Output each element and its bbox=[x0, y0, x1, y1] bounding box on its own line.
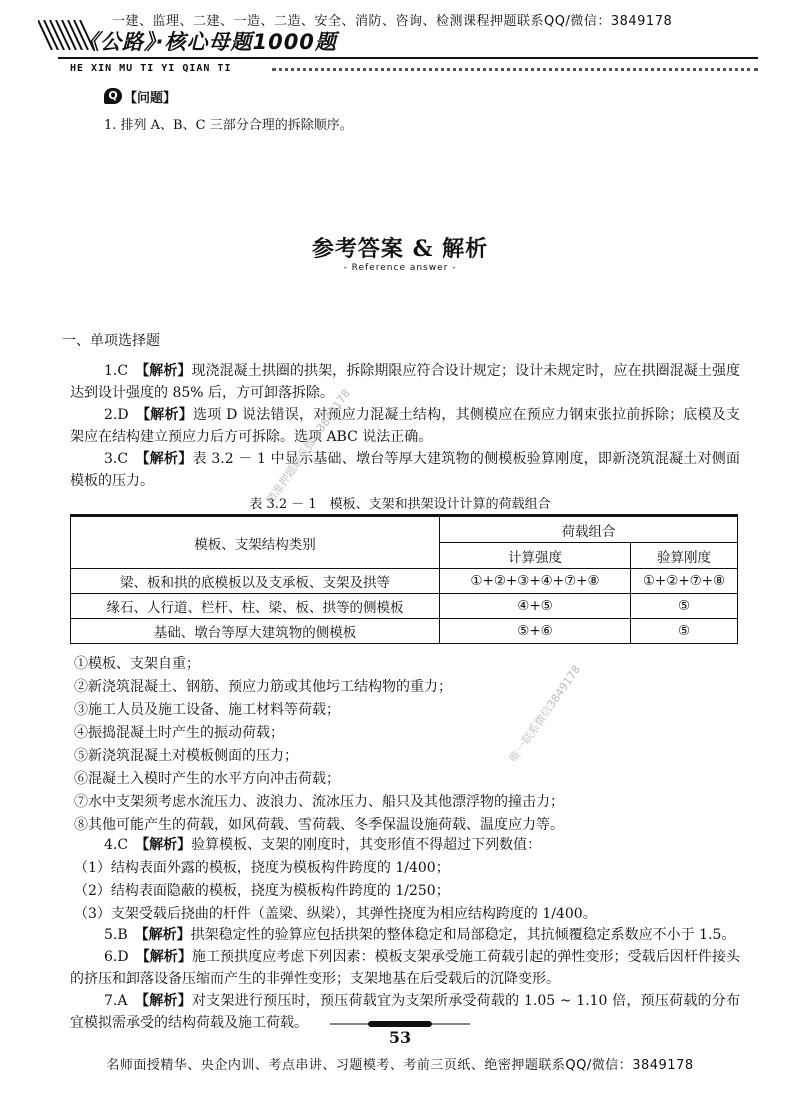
cell-type: 缘石、人行道、栏杆、柱、梁、板、拱等的侧模板 bbox=[71, 594, 440, 619]
item-tag: 【解析】 bbox=[142, 451, 193, 467]
item-number: 5.B bbox=[104, 927, 128, 943]
answer-item-6 bbox=[70, 946, 740, 990]
load-note: ②新浇筑混凝土、钢筋、预应力筋或其他圬工结构物的重力； bbox=[74, 679, 452, 695]
load-note: ④振捣混凝土时产生的振动荷载； bbox=[74, 725, 284, 741]
answer-item-2 bbox=[70, 404, 740, 448]
item4-sub: （3）支架受载后挠曲的杆件（盖梁、纵梁），其弹性挠度为相应结构跨度的 1/400。 bbox=[74, 906, 597, 922]
item-number: 7.A bbox=[104, 993, 128, 1009]
item-text: 选项 D 说法错误，对预应力混凝土结构，其侧模应在预应力钢束张拉前拆除；底模及支架应在结构建立预应力后方可拆除。选项 ABC 说法正确。 bbox=[70, 407, 741, 445]
header-contact-line: 一建、监理、二建、一造、二造、安全、消防、咨询、检测课程押题联系QQ/微信：3849178 bbox=[112, 14, 673, 29]
item-number: 2.D bbox=[104, 407, 129, 423]
item-tag: 【解析】 bbox=[142, 949, 192, 965]
item-tag: 【解析】 bbox=[143, 407, 193, 423]
table-row bbox=[71, 594, 738, 619]
load-note: ⑥混凝土入模时产生的水平方向冲击荷载； bbox=[74, 771, 340, 787]
section-heading: 一、单项选择题 bbox=[62, 333, 160, 349]
header-stiffness: 验算刚度 bbox=[631, 543, 738, 569]
cell-type: 梁、板和拱的底模板以及支承板、支架及拱等 bbox=[71, 569, 440, 594]
watermark: 唯一联系微信3849178 bbox=[506, 662, 584, 765]
item-number: 6.D bbox=[104, 949, 129, 965]
cell-stiffness: ⑤ bbox=[631, 619, 738, 644]
header-load-combination: 荷载组合 bbox=[440, 517, 738, 543]
table-header-row bbox=[71, 517, 738, 543]
item-tag: 【解析】 bbox=[141, 993, 192, 1009]
table-caption: 表 3.2 － 1 模板、支架和拱架设计计算的荷载组合 bbox=[249, 497, 551, 512]
item-text: 拱架稳定性的验算应包括拱架的整体稳定和局部稳定，其抗倾覆稳定系数应不小于 1.5。 bbox=[190, 927, 736, 943]
item-number: 3.C bbox=[104, 451, 129, 467]
page-number: 53 bbox=[388, 1028, 412, 1047]
question-label: 【问题】 bbox=[124, 91, 177, 106]
answer-item-1 bbox=[70, 360, 740, 404]
cell-stiffness: ⑤ bbox=[631, 594, 738, 619]
item-tag: 【解析】 bbox=[142, 363, 192, 379]
book-title: 《公路》·核心母题1000题 bbox=[78, 30, 337, 54]
load-note: ⑤新浇筑混凝土对模板侧面的压力； bbox=[74, 748, 298, 764]
item-text: 对支架进行预压时，预压荷载宜为支架所承受荷载的 1.05 ~ 1.10 倍，预压荷载的分布宜模拟需承受的结构荷载及施工荷载。 bbox=[70, 993, 741, 1031]
cell-strength: ④+⑤ bbox=[440, 594, 631, 619]
cell-type: 基础、墩台等厚大建筑物的侧模板 bbox=[71, 619, 440, 644]
item-text: 验算模板、支架的刚度时，其变形值不得超过下列数值： bbox=[191, 837, 542, 853]
load-note: ①模板、支架自重； bbox=[74, 656, 200, 672]
item-text: 表 3.2 － 1 中显示基础、墩台等厚大建筑物的侧模板验算刚度，即新浇筑混凝土对侧面模板的压力。 bbox=[70, 451, 741, 489]
question-icon: Q bbox=[104, 88, 122, 104]
item-number: 1.C bbox=[104, 363, 129, 379]
item-text: 施工预拱度应考虑下列因素：模板支架承受施工荷载引起的弹性变形；受载后因杆件接头的挤压和卸落设备压缩而产生的非弹性变形；支架地基在后受载后的沉降变形。 bbox=[70, 949, 740, 987]
answer-item-5 bbox=[70, 924, 740, 946]
answer-item-3 bbox=[70, 448, 740, 492]
item4-sub: （2）结构表面隐蔽的模板，挠度为模板构件跨度的 1/250； bbox=[74, 883, 450, 899]
load-combination-table bbox=[70, 516, 738, 644]
cell-strength: ⑤+⑥ bbox=[440, 619, 631, 644]
answer-subtitle: - Reference answer - bbox=[343, 263, 457, 273]
footer-contact-line: 名师面授精华、央企内训、考点串讲、习题模考、考前三页纸、绝密押题联系QQ/微信：3849178 bbox=[106, 1058, 694, 1073]
answer-title: 参考答案 & 解析 bbox=[311, 236, 489, 262]
item-tag: 【解析】 bbox=[142, 837, 192, 853]
watermark: 精准押题联系微信3849178 bbox=[263, 386, 353, 507]
page-number-bar bbox=[330, 1021, 470, 1027]
answer-item-4 bbox=[70, 834, 740, 856]
header-dotted-rule bbox=[272, 68, 758, 71]
load-note: ⑧其他可能产生的荷载，如风荷载、雪荷载、冬季保温设施荷载、温度应力等。 bbox=[74, 817, 564, 833]
header-structure-type: 模板、支架结构类别 bbox=[71, 517, 440, 569]
item-tag: 【解析】 bbox=[141, 927, 191, 943]
cell-stiffness: ①+②+⑦+⑧ bbox=[631, 569, 738, 594]
table-row bbox=[71, 569, 738, 594]
item-text: 现浇混凝土拱圈的拱架，拆除期限应符合设计规定；设计未规定时，应在拱圈混凝土强度达到设计强度的 85% 后，方可卸落拆除。 bbox=[70, 363, 741, 401]
load-note: ⑦水中支架须考虑水流压力、波浪力、流冰压力、船只及其他漂浮物的撞击力； bbox=[74, 794, 564, 810]
table-row bbox=[71, 619, 738, 644]
book-title-pinyin: HE XIN MU TI YI QIAN TI bbox=[70, 63, 232, 74]
item4-sub: （1）结构表面外露的模板，挠度为模板构件跨度的 1/400； bbox=[74, 860, 450, 876]
cell-strength: ①+②+③+④+⑦+⑧ bbox=[440, 569, 631, 594]
item-number: 4.C bbox=[104, 837, 129, 853]
header-rule bbox=[58, 57, 758, 59]
load-note: ③施工人员及施工设备、施工材料等荷载； bbox=[74, 702, 340, 718]
question-text: 1. 排列 A、B、C 三部分合理的拆除顺序。 bbox=[104, 118, 353, 133]
header-strength: 计算强度 bbox=[440, 543, 631, 569]
